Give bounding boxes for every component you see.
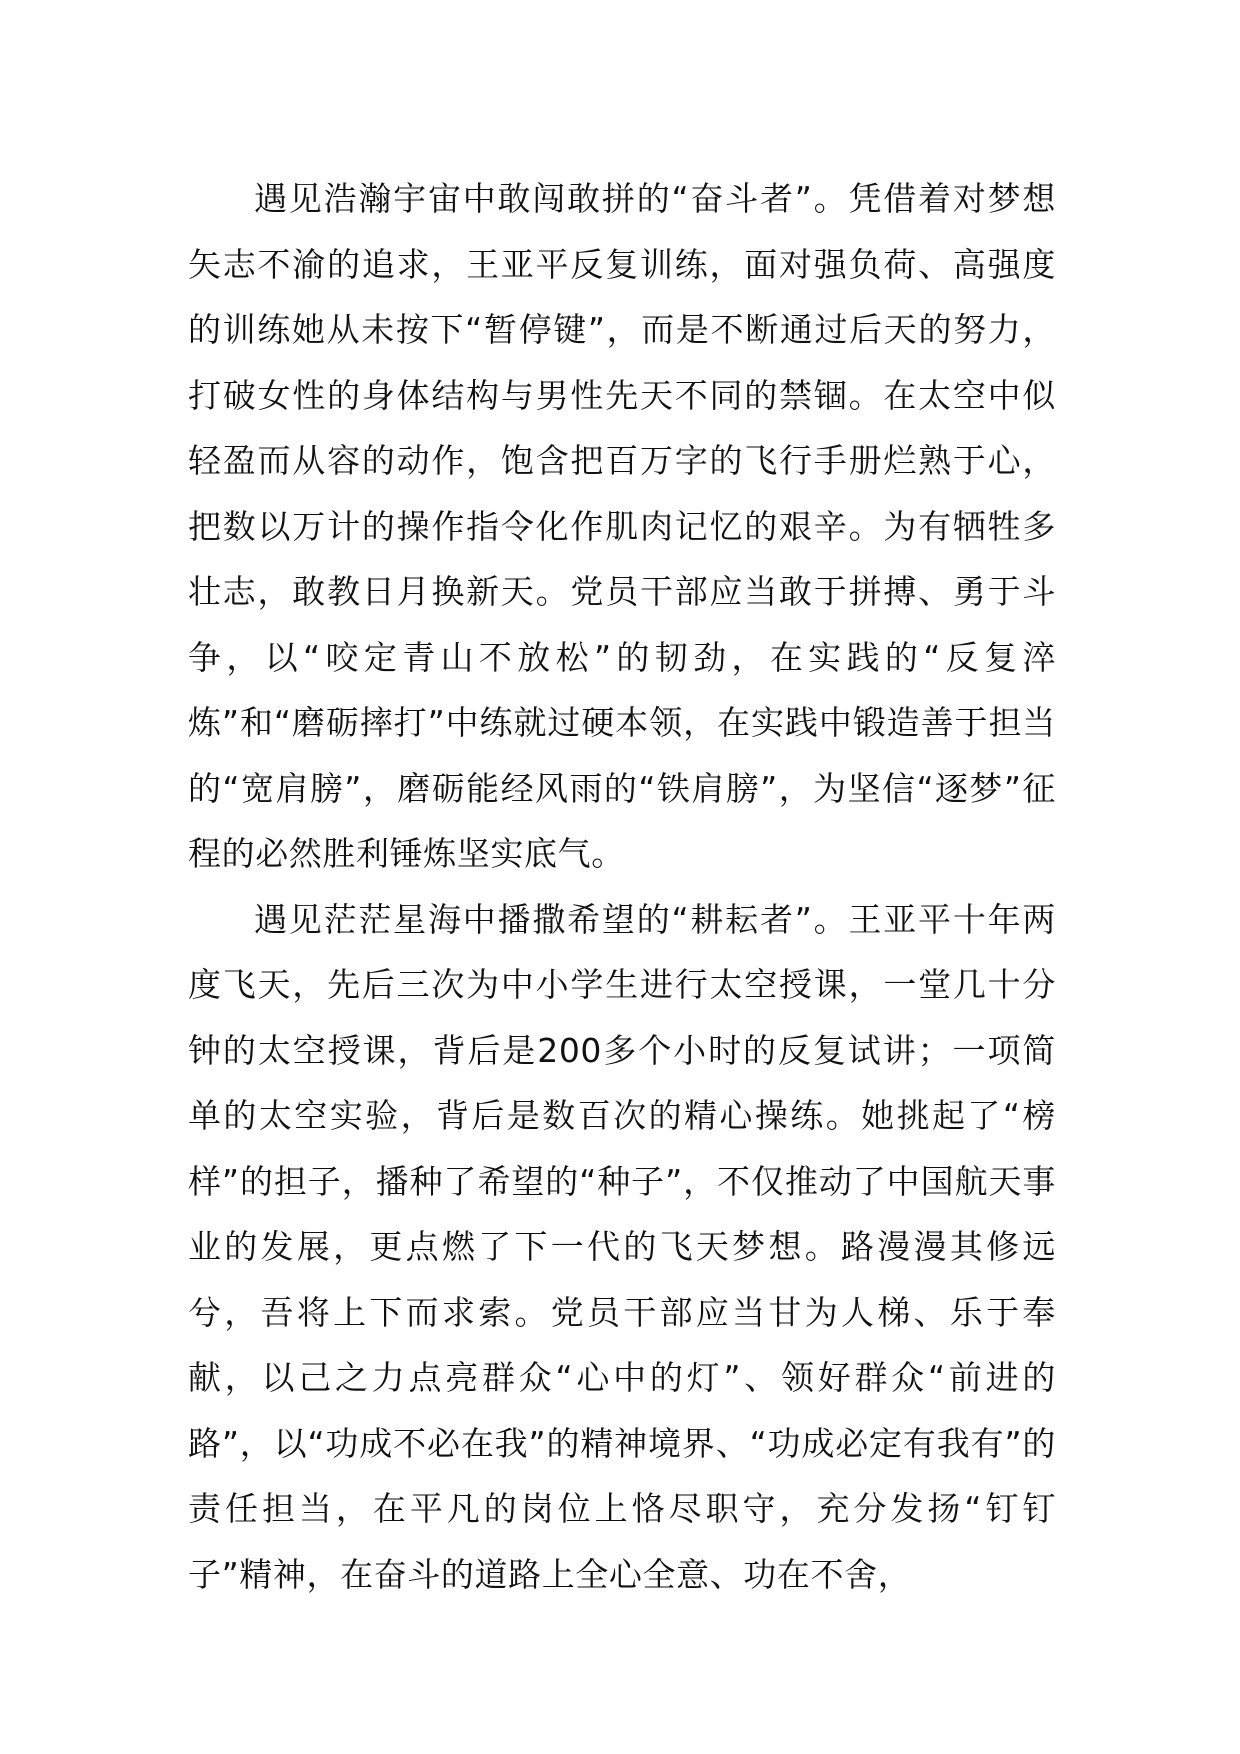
paragraph-striver: 遇见浩瀚宇宙中敢闯敢拼的“奋斗者”。凭借着对梦想矢志不渝的追求，王亚平反复训练，面对强负荷、高强度的训练她从未按下“暂停键”，而是不断通过后天的努力，打破女性的身体结构与男性先天不同的禁锢。在太空中似轻盈而从容的动作，饱含把百万字的飞行手册烂熟于心，把数以万计的操作指令化作肌肉记忆的艰辛。为有牺牲多壮志，敢教日月换新天。党员干部应当敢于拼搏、勇于斗争，以“咬定青山不放松”的韧劲，在实践的“反复淬炼”和“磨砺摔打”中练就过硬本领，在实践中锻造善于担当的“宽肩膀”，磨砺能经风雨的“铁肩膀”，为坚信“逐梦”征程的必然胜利锤炼坚实底气。: [188, 179, 1056, 873]
body-text: [188, 166, 1056, 1607]
paragraph-cultivator: 遇见茫茫星海中播撒希望的“耕耘者”。王亚平十年两度飞天，先后三次为中小学生进行太空授课，一堂几十分钟的太空授课，背后是200多个小时的反复试讲；一项简单的太空实验，背后是数百次的精心操练。她挑起了“榜样”的担子，播种了希望的“种子”，不仅推动了中国航天事业的发展，更点燃了下一代的飞天梦想。路漫漫其修远兮，吾将上下而求索。党员干部应当甘为人梯、乐于奉献，以己之力点亮群众“心中的灯”、领好群众“前进的路”，以“功成不必在我”的精神境界、“功成必定有我有”的责任担当，在平凡的岗位上恪尽职守，充分发扬“钉钉子”精神，在奋斗的道路上全心全意、功在不舍，: [188, 899, 1056, 1594]
